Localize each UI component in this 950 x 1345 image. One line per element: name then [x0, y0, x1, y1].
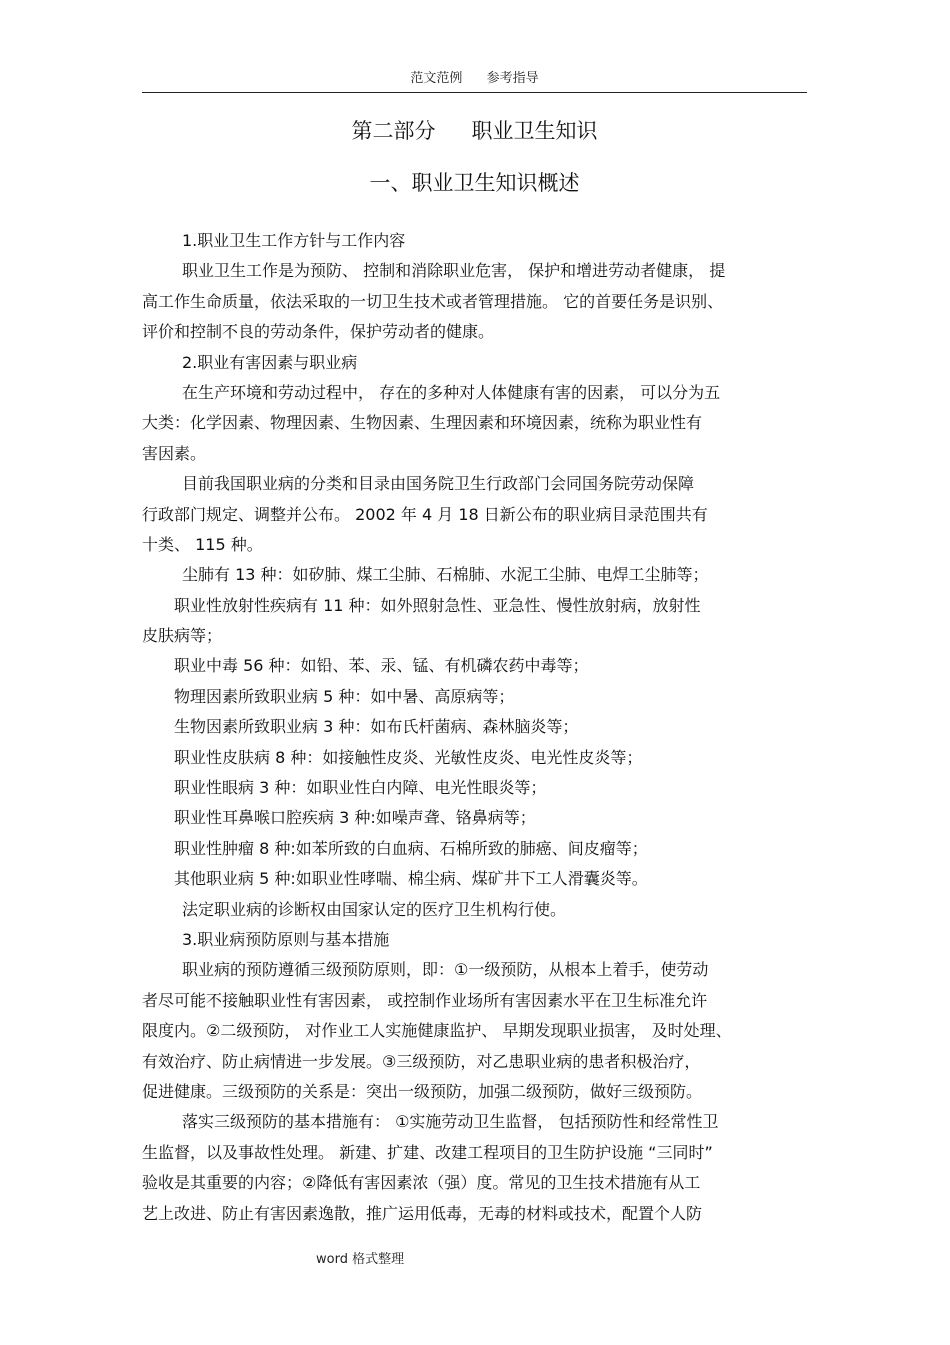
text-line: 尘肺有 13 种：如矽肺、煤工尘肺、石棉肺、水泥工尘肺、电焊工尘肺等； — [182, 565, 709, 585]
text-line: 皮肤病等； — [142, 626, 223, 646]
text-line: 害因素。 — [142, 443, 207, 463]
page-header — [142, 70, 807, 93]
text-line: 验收是其重要的内容；②降低有害因素浓（强）度。常见的卫生技术措施有从工 — [142, 1173, 701, 1193]
text-line: 促进健康。三级预防的关系是：突出一级预防，加强二级预防，做好三级预防。 — [142, 1081, 703, 1101]
text-line: 限度内。②二级预防， 对作业工人实施健康监护、 早期发现职业损害， 及时处理、 — [142, 1021, 732, 1041]
text-line: 落实三级预防的基本措施有： ①实施劳动卫生监督， 包括预防性和经常性卫 — [182, 1112, 719, 1132]
text-line: 职业性耳鼻喉口腔疾病 3 种:如噪声聋、铬鼻病等； — [174, 808, 536, 828]
part-title — [142, 116, 807, 146]
text-line: 物理因素所致职业病 5 种：如中暑、高原病等； — [174, 686, 515, 706]
text-line: 职业性放射性疾病有 11 种：如外照射急性、亚急性、慢性放射病，放射性 — [174, 595, 701, 615]
text-line: 高工作生命质量，依法采取的一切卫生技术或者管理措施。 它的首要任务是识别、 — [142, 291, 724, 311]
text-line: 行政部门规定、调整并公布。 2002 年 4 月 18 日新公布的职业病目录范围共有 — [142, 504, 708, 524]
page-footer: word 格式整理 — [316, 1252, 405, 1267]
text-line: 法定职业病的诊断权由国家认定的医疗卫生机构行使。 — [182, 899, 567, 919]
text-line: 者尽可能不接触职业性有害因素， 或控制作业场所有害因素水平在卫生标准允许 — [142, 990, 708, 1010]
text-line: 有效治疗、防止病情进一步发展。③三级预防，对乙患职业病的患者积极治疗， — [142, 1051, 701, 1071]
text-line: 十类、 115 种。 — [142, 534, 263, 554]
text-line: 职业性皮肤病 8 种：如接触性皮炎、光敏性皮炎、电光性皮炎等； — [174, 747, 643, 767]
text-line: 在生产环境和劳动过程中， 存在的多种对人体健康有害的因素， 可以分为五 — [182, 382, 721, 402]
text-line: 职业卫生工作是为预防、 控制和消除职业危害， 保护和增进劳动者健康， 提 — [182, 261, 726, 281]
text-line: 职业性肿瘤 8 种:如苯所致的白血病、石棉所致的肺癌、间皮瘤等； — [174, 838, 648, 858]
text-line: 2.职业有害因素与职业病 — [182, 352, 358, 372]
header-right-text: 参考指导 — [486, 71, 539, 86]
text-line: 大类：化学因素、物理因素、生物因素、生理因素和环境因素，统称为职业性有 — [142, 413, 703, 433]
text-line: 目前我国职业病的分类和目录由国务院卫生行政部门会同国务院劳动保障 — [182, 474, 695, 494]
part-label: 第二部分 — [351, 119, 436, 143]
text-line: 评价和控制不良的劳动条件，保护劳动者的健康。 — [142, 322, 495, 342]
text-line: 3.职业病预防原则与基本措施 — [182, 929, 390, 949]
text-line: 职业性眼病 3 种：如职业性白内障、电光性眼炎等； — [174, 778, 547, 798]
section-title: 一、职业卫生知识概述 — [369, 171, 580, 195]
header-left-text: 范文范例 — [410, 71, 463, 86]
text-line: 生监督，以及事故性处理。 新建、扩建、改建工程项目的卫生防护设施 “三同时” — [142, 1142, 713, 1162]
text-line: 1.职业卫生工作方针与工作内容 — [182, 231, 406, 250]
text-line: 艺上改进、防止有害因素逸散，推广运用低毒，无毒的材料或技术，配置个人防 — [142, 1203, 703, 1223]
part-name: 职业卫生知识 — [471, 119, 598, 143]
text-line: 职业中毒 56 种：如铅、苯、汞、锰、有机磷农药中毒等； — [174, 656, 589, 676]
document-body — [142, 226, 812, 1229]
text-line: 其他职业病 5 种:如职业性哮喘、棉尘病、煤矿井下工人滑囊炎等。 — [174, 869, 648, 889]
text-line: 职业病的预防遵循三级预防原则，即：①一级预防，从根本上着手，使劳动 — [182, 960, 709, 980]
text-line: 生物因素所致职业病 3 种：如布氏杆菌病、森林脑炎等； — [174, 717, 579, 737]
